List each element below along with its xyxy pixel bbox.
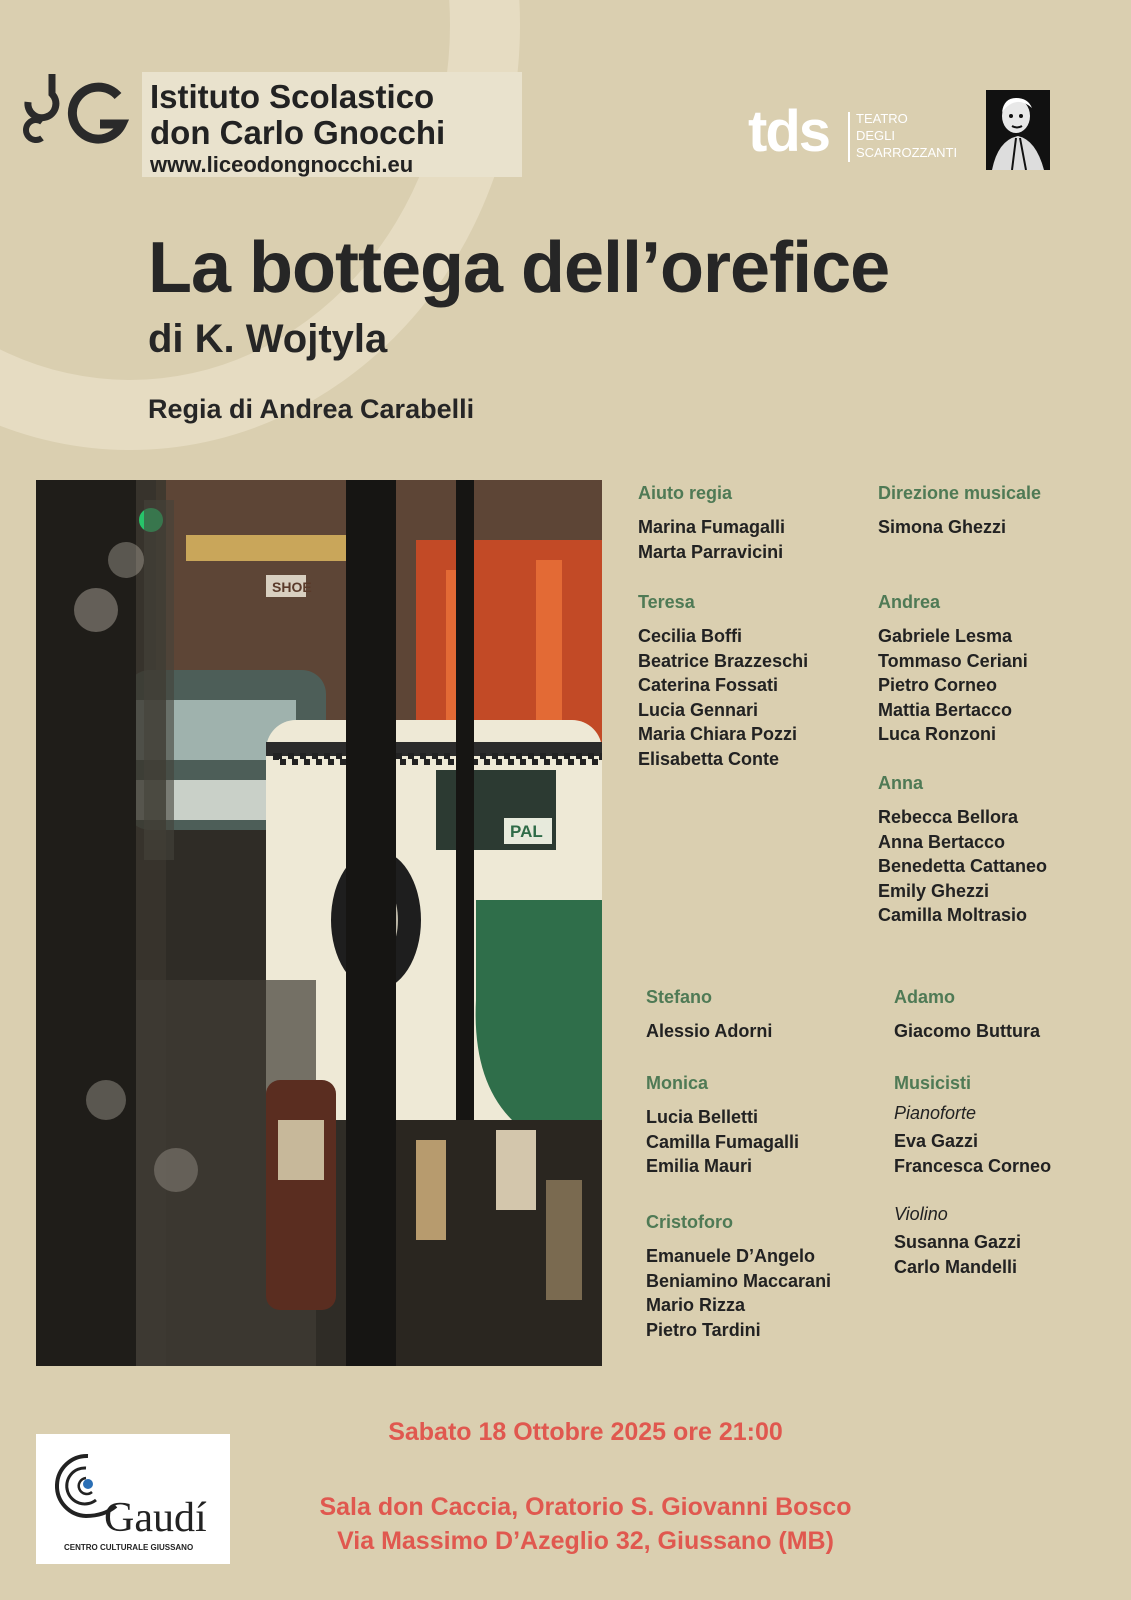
role-label: Andrea [878,592,941,612]
credit-name: Anna Bertacco [878,831,1006,852]
event-address: Via Massimo D’Azeglio 32, Giussano (MB) [337,1527,834,1555]
credit-name: Emily Ghezzi [878,880,990,901]
role-label: Adamo [894,987,956,1007]
school-name-line-2: don Carlo Gnocchi [150,114,446,151]
credit-name: Pietro Corneo [878,675,998,695]
credit-name: Marina Fumagalli [638,517,786,537]
credit-musicisti [894,1071,1051,1178]
credit-name: Benedetta Cattaneo [878,856,1048,876]
theatre-name-line-1: TEATRO [856,111,908,126]
credit-name: Mario Rizza [646,1295,746,1315]
credit-name: Giacomo Buttura [894,1021,1041,1041]
credit-name: Pietro Tardini [646,1319,761,1340]
theatre-name-line-3: SCARROZZANTI [856,145,958,160]
credit-name: Lucia Belletti [646,1107,759,1127]
role-label: Monica [646,1073,709,1093]
credit-name: Maria Chiara Pozzi [638,724,798,744]
theatre-name [856,110,957,161]
street-photo [36,480,602,1366]
credit-aiuto-regia [638,481,785,564]
credit-andrea [878,590,1028,747]
background-arc [0,0,520,450]
credit-stefano [646,985,772,1044]
credit-direzione-musicale [878,481,1041,540]
credit-name: Carlo Mandelli [894,1256,1018,1277]
gaudi-wordmark: Gaudí [104,1495,207,1541]
credit-name: Alessio Adorni [646,1021,773,1041]
gaudi-caption: CENTRO CULTURALE GIUSSANO [64,1543,194,1552]
author-line: di K. Wojtyla [148,317,388,361]
instrument-label: Violino [894,1204,948,1224]
role-label: Anna [878,773,923,793]
tds-divider [848,112,850,162]
credit-cristoforo [646,1210,831,1342]
tds-wordmark: tds [748,99,829,164]
portrait-icon [986,90,1050,170]
taxi-sign: PAL [510,822,543,841]
credit-name: Tommaso Ceriani [878,650,1028,671]
event-date: Sabato 18 Ottobre 2025 ore 21:00 [388,1418,783,1446]
credit-name: Lucia Gennari [638,699,759,720]
credit-name: Gabriele Lesma [878,626,1013,646]
credit-name: Camilla Moltrasio [878,905,1028,925]
credit-name: Emanuele D’Angelo [646,1246,816,1266]
credit-anna [878,771,1047,928]
role-label: Aiuto regia [638,483,733,503]
credit-name: Luca Ronzoni [878,724,996,744]
dcg-monogram-icon [22,72,132,152]
credit-name: Eva Gazzi [894,1131,979,1151]
credit-name: Francesca Corneo [894,1155,1052,1176]
credit-adamo [894,985,1040,1044]
credit-name: Cecilia Boffi [638,626,743,646]
instrument-label: Pianoforte [894,1103,977,1123]
credit-monica [646,1071,799,1179]
credit-name: Susanna Gazzi [894,1232,1022,1252]
role-label: Stefano [646,987,713,1007]
school-website-link[interactable]: www.liceodongnocchi.eu [150,152,414,177]
credit-name: Mattia Bertacco [878,699,1013,720]
credit-name: Simona Ghezzi [878,517,1007,537]
credit-name: Beatrice Brazzeschi [638,650,809,671]
credit-teresa [638,590,808,771]
page-title: La bottega dell’orefice [148,228,890,308]
credit-name: Rebecca Bellora [878,807,1019,827]
credit-violino [894,1202,1021,1279]
school-name-line-1: Istituto Scolastico [150,78,435,115]
credit-name: Elisabetta Conte [638,748,780,769]
shoe-sign: SHOE [272,579,312,595]
director-line: Regia di Andrea Carabelli [148,394,475,424]
role-label: Cristoforo [646,1212,733,1232]
role-label: Direzione musicale [878,483,1042,503]
event-venue: Sala don Caccia, Oratorio S. Giovanni Bosco [319,1493,852,1521]
credit-name: Caterina Fossati [638,675,779,695]
credit-name: Camilla Fumagalli [646,1131,800,1152]
credit-name: Marta Parravicini [638,541,784,562]
credit-name: Beniamino Maccarani [646,1270,832,1291]
role-label: Musicisti [894,1073,972,1093]
theatre-name-line-2: DEGLI [856,128,896,143]
role-label: Teresa [638,592,695,612]
credit-name: Emilia Mauri [646,1156,753,1176]
